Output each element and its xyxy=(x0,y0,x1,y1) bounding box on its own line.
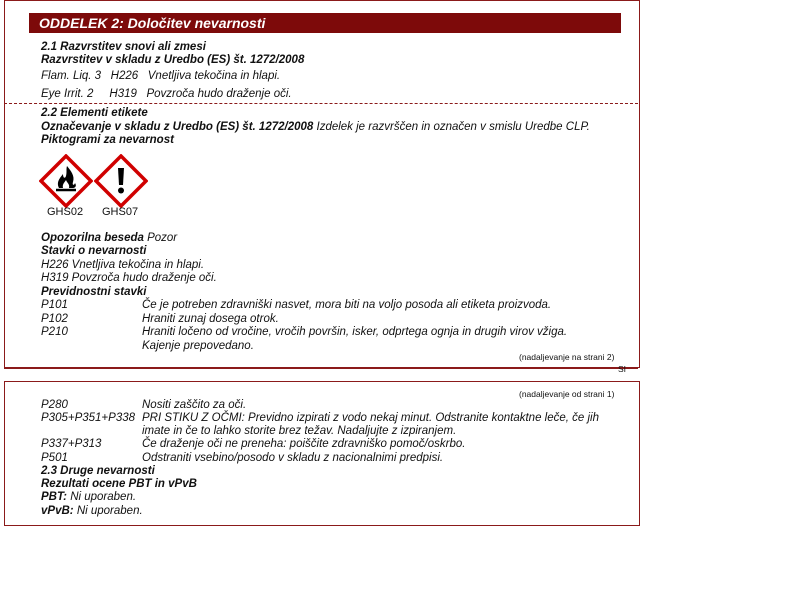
precaution-code: P280 xyxy=(41,399,68,411)
s21-heading: 2.1 Razvrstitev snovi ali zmesi xyxy=(41,41,206,53)
pictogram-label: GHS07 xyxy=(102,206,139,218)
precaution-code: P501 xyxy=(41,452,68,464)
vpvb-label: vPvB: xyxy=(41,505,74,517)
labelling-bold: Označevanje v skladu z Uredbo (ES) št. 1272/2008 xyxy=(41,121,314,133)
ghs02-flame-icon xyxy=(39,154,93,208)
signal-word: Pozor xyxy=(147,232,178,244)
pbt-value: Ni uporaben. xyxy=(70,491,137,503)
vpvb-value: Ni uporaben. xyxy=(76,505,143,517)
precaution-code: P305+P351+P338 xyxy=(41,412,136,424)
precaution-text: Če je potreben zdravniški nasvet, mora biti na voljo posoda ali etiketa proizvoda. xyxy=(142,299,552,311)
precaution-code: P102 xyxy=(41,313,68,325)
continued-next-note: (nadaljevanje na strani 2) xyxy=(519,352,615,362)
labelling-text: Izdelek je razvrščen in označen v smislu Uredbe CLP. xyxy=(316,121,590,133)
ghs07-exclamation-icon xyxy=(94,154,148,208)
s22-heading: 2.2 Elementi etikete xyxy=(41,107,148,119)
pbt-label: PBT: xyxy=(41,491,67,503)
precaution-text-continued: Kajenje prepovedano. xyxy=(142,340,254,352)
country-code: SI xyxy=(618,364,627,374)
precaution-code: P101 xyxy=(41,299,68,311)
precaution-text: Nositi zaščito za oči. xyxy=(142,399,247,411)
precaution-text: Hraniti ločeno od vročine, vročih površin, isker, odprtega ognja in drugih virov vžiga. xyxy=(142,326,568,338)
labelling-line xyxy=(41,120,590,134)
precaution-code: P210 xyxy=(41,326,68,338)
continued-from-note: (nadaljevanje od strani 1) xyxy=(519,389,615,399)
pictograms-heading: Piktogrami za nevarnost xyxy=(41,134,174,146)
precaution-text: PRI STIKU Z OČMI: Previdno izpirati z vodo nekaj minut. Odstranite kontaktne leče, če jih xyxy=(142,412,599,424)
hazard-class: Flam. Liq. 3 xyxy=(41,70,102,82)
vpvb-line xyxy=(41,504,143,518)
signal-word-label: Opozorilna beseda xyxy=(41,232,144,244)
hazard-class: Eye Irrit. 2 xyxy=(41,88,94,100)
hazard-code: H319 xyxy=(109,88,137,100)
pbt-line xyxy=(41,490,136,504)
classification-row xyxy=(41,87,292,101)
classification-row xyxy=(41,69,280,83)
section-divider xyxy=(4,103,638,104)
precautionary-heading: Previdnostni stavki xyxy=(41,286,147,298)
precaution-text-continued: imate in če to lahko storite brez težav. Nadaljujte z izpiranjem. xyxy=(142,425,457,437)
precaution-text: Če draženje oči ne preneha: poiščite zdravniško pomoč/oskrbo. xyxy=(142,438,466,450)
s23-heading: 2.3 Druge nevarnosti xyxy=(41,465,155,477)
hazard-text: Povzroča hudo draženje oči. xyxy=(146,88,292,100)
pbt-heading: Rezultati ocene PBT in vPvB xyxy=(41,478,197,490)
precaution-text: Hraniti zunaj dosega otrok. xyxy=(142,313,279,325)
hazard-statements-heading: Stavki o nevarnosti xyxy=(41,245,147,257)
signal-word-line xyxy=(41,231,177,245)
hazard-text: Vnetljiva tekočina in hlapi. xyxy=(147,70,281,82)
hazard-statement: H226 Vnetljiva tekočina in hlapi. xyxy=(41,259,205,271)
section-title: ODDELEK 2: Določitev nevarnosti xyxy=(29,13,621,33)
hazard-statement: H319 Povzroča hudo draženje oči. xyxy=(41,272,217,284)
page-footer-rule xyxy=(4,368,638,369)
s21-subheading: Razvrstitev v skladu z Uredbo (ES) št. 1272/2008 xyxy=(41,54,305,66)
precaution-code: P337+P313 xyxy=(41,438,102,450)
precaution-text: Odstraniti vsebino/posodo v skladu z nacionalnimi predpisi. xyxy=(142,452,444,464)
pictogram-label: GHS02 xyxy=(47,206,84,218)
hazard-code: H226 xyxy=(110,70,139,82)
